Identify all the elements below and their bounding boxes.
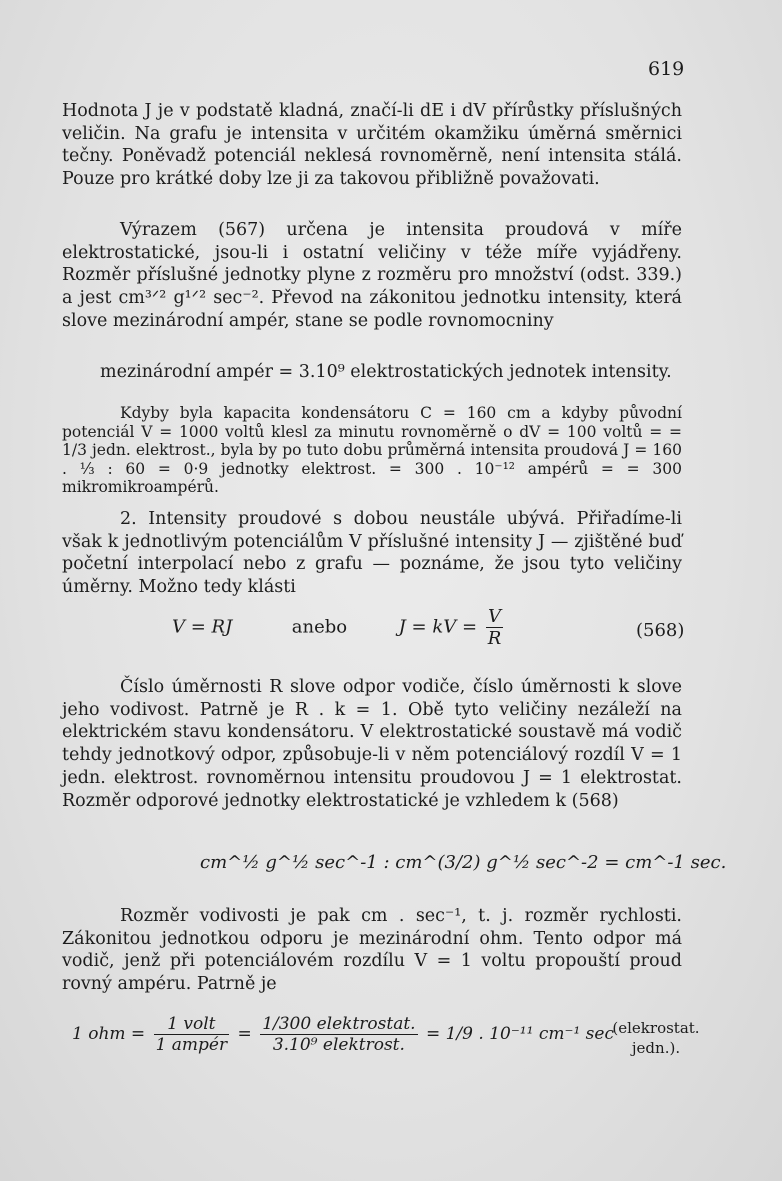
example-paragraph: Kdyby byla kapacita kondensátoru C = 160 cm a kdyby původní potenciál V = 1000 voltů klesl za minutu rovnoměrně o dV = 100 voltů = = 1/3 jedn. elektrost., byla by po tuto dobu průměrná intensita proudová J = 160 . ⅓ : 60 = 0·9 jednotky elektrost. = 300 . 10⁻¹² ampérů = = 300 mikromikroampérů. [62,404,682,496]
ohm-f1-den: 1 ampér [155,1035,228,1055]
ohm-note: (elekrostat. jedn.). [612,1019,700,1057]
eq568-num: V [486,606,504,628]
ohm-fraction-1 [154,1014,230,1055]
eq568-fraction [486,606,504,649]
equation-ampere: mezinárodní ampér = 3.10⁹ elektrostatických jednotek intensity. [100,362,672,382]
ohm-fraction-2 [260,1014,417,1055]
eq568-left: V = RJ [172,616,233,638]
ohm-lhs: 1 ohm = [72,1024,146,1044]
page-number: 619 [648,58,685,80]
equation-568 [172,606,506,649]
eq568-den: R [487,628,502,649]
ohm-f2-den: 3.10⁹ elektrost. [272,1035,405,1055]
ohm-rest: = 1/9 . 10⁻¹¹ cm⁻¹ sec [425,1024,614,1044]
paragraph-4: Číslo úměrnosti R slove odpor vodiče, číslo úměrnosti k slove jeho vodivost. Patrně je R . k = 1. Obě tyto veličiny nezáleží na elektrickém stavu kondensátoru. V elektrostatické soustavě má vodič tehdy jednotkový odpor, způsobuje-li v něm potenciálový rozdíl V = 1 jedn. elektrost. rovnoměrnou intensitu proudovou J = 1 elektrostat. Rozměr odporové jednotky elektrostatické je vzhledem k (568) [62,677,682,811]
equation-ohm: 1 ohm = $\frac{\text{1 volt}}{\text{1 ampér}}$ = $\frac{\text{1/300 elektrostat.}}{\text{3.10⁹ elektrost.}}$ = 1/9 . 10⁻¹¹ cm⁻¹ sec [72,1014,614,1055]
paragraph-3: 2. Intensity proudové s dobou neustále ubývá. Přiřadíme-li však k jednotlivým potenciálům V příslušné intensity J — zjištěné buď početní interpolací nebo z grafu — poznáme, že jsou tyto veličiny úměrny. Možno tedy klásti [62,509,682,598]
eq568-right: J = kV = [398,616,478,638]
paragraph-2: Výrazem (567) určena je intensita proudová v míře elektrostatické, jsou-li i ostatní veličiny v téže míře vyjádřeny. Rozměr příslušné jednotky plyne z rozměru pro množství (odst. 339.) a jest cm³ᐟ² g¹ᐟ² sec⁻². Převod na zákonitou jednotku intensity, která slove mezinárodní ampér, stane se podle rovnomocniny [62,220,682,331]
equation-tag-568: (568) [636,620,685,641]
paragraph-1: Hodnota J je v podstatě kladná, značí-li dE i dV přírůstky příslušných veličin. Na grafu je intensita v určitém okamžiku úměrná směrnici tečny. Poněvadž potenciál neklesá rovnoměrně, není intensita stálá. Pouze pro krátké doby lze ji za takovou přibližně považovati. [62,101,682,190]
ohm-f1-num: 1 volt [154,1014,230,1035]
equation-dimension: cm^½ g^½ sec^-1 : cm^(3/2) g^½ sec^-2 = cm^-1 sec. [200,852,727,873]
paragraph-5: Rozměr vodivosti je pak cm . sec⁻¹, t. j. rozměr rychlosti. Zákonitou jednotkou odporu je mezinárodní ohm. Tento odpor má vodič, jenž při potenciálovém rozdílu V = 1 voltu propouští proud rovný ampéru. Patrně je [62,906,682,995]
ohm-f2-num: 1/300 elektrostat. [262,1014,416,1034]
eq568-mid: anebo [291,616,348,638]
